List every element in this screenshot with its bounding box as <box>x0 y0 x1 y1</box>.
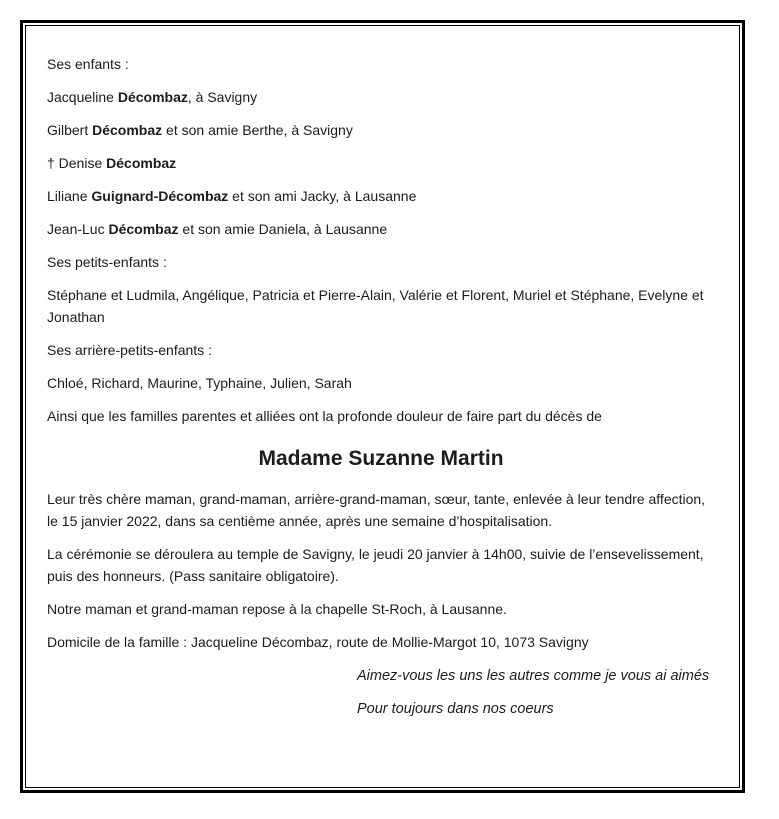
text-run: et son ami Jacky, à Lausanne <box>228 188 417 204</box>
text-run: Stéphane et Ludmila, Angélique, Patricia et Pierre-Alain, Valérie et Florent, Muriel et Stéphane, Evelyne et Jonathan <box>47 287 704 325</box>
text-run: Liliane <box>47 188 92 204</box>
body-paragraph <box>47 251 715 273</box>
text-run: Ses petits-enfants : <box>47 254 167 270</box>
epitaph-quote-line <box>357 665 715 687</box>
text-run: Pour toujours dans nos coeurs <box>357 701 554 717</box>
text-run: Notre maman et grand-maman repose à la chapelle St-Roch, à Lausanne. <box>47 601 507 617</box>
text-run: , à Savigny <box>187 89 258 105</box>
body-paragraph <box>47 119 715 141</box>
epitaph-quote-line <box>357 698 715 720</box>
body-paragraph <box>47 405 715 427</box>
surname-bold: Décombaz <box>92 122 163 138</box>
text-run: Aimez-vous les uns les autres comme je vous ai aimés <box>357 668 710 684</box>
text-run: La cérémonie se déroulera au temple de Savigny, le jeudi 20 janvier à 14h00, suivie de l’ensevelissement, puis des honneurs. (Pass sanitaire obligatoire). <box>47 546 704 584</box>
text-run: Jean-Luc <box>47 221 109 237</box>
text-run: Ses arrière-petits-enfants : <box>47 342 212 358</box>
obituary-content <box>47 53 715 720</box>
body-paragraph <box>47 372 715 394</box>
text-run: Jacqueline <box>47 89 118 105</box>
surname-bold: Guignard-Décombaz <box>91 188 229 204</box>
text-run: Gilbert <box>47 122 93 138</box>
text-run: Madame Suzanne Martin <box>258 447 504 470</box>
surname-bold: Décombaz <box>106 155 177 171</box>
body-paragraph <box>47 488 715 532</box>
text-run: Ainsi que les familles parentes et alliées ont la profonde douleur de faire part du décès de <box>47 408 602 424</box>
text-run: Ses enfants : <box>47 56 129 72</box>
text-run: et son amie Berthe, à Savigny <box>162 122 353 138</box>
body-paragraph <box>47 543 715 587</box>
text-run: et son amie Daniela, à Lausanne <box>178 221 388 237</box>
body-paragraph <box>47 631 715 653</box>
announcement-inner-border <box>25 25 740 788</box>
body-paragraph <box>47 218 715 240</box>
body-paragraph <box>47 339 715 361</box>
text-run: Leur très chère maman, grand-maman, arrière-grand-maman, sœur, tante, enlevée à leur tendre affection, le 15 janvier 2022, dans sa centième année, après une semaine d’hospitalisation. <box>47 491 706 529</box>
text-run: Domicile de la famille : Jacqueline Décombaz, route de Mollie-Margot 10, 1073 Savigny <box>47 634 589 650</box>
body-paragraph <box>47 598 715 620</box>
body-paragraph <box>47 53 715 75</box>
announcement-outer-border <box>20 20 745 793</box>
surname-bold: Décombaz <box>108 221 179 237</box>
body-paragraph <box>47 284 715 328</box>
body-paragraph <box>47 152 715 174</box>
body-paragraph <box>47 86 715 108</box>
text-run: † Denise <box>47 155 107 171</box>
surname-bold: Décombaz <box>117 89 188 105</box>
deceased-name-title <box>47 445 715 472</box>
body-paragraph <box>47 185 715 207</box>
text-run: Chloé, Richard, Maurine, Typhaine, Julien, Sarah <box>47 375 352 391</box>
